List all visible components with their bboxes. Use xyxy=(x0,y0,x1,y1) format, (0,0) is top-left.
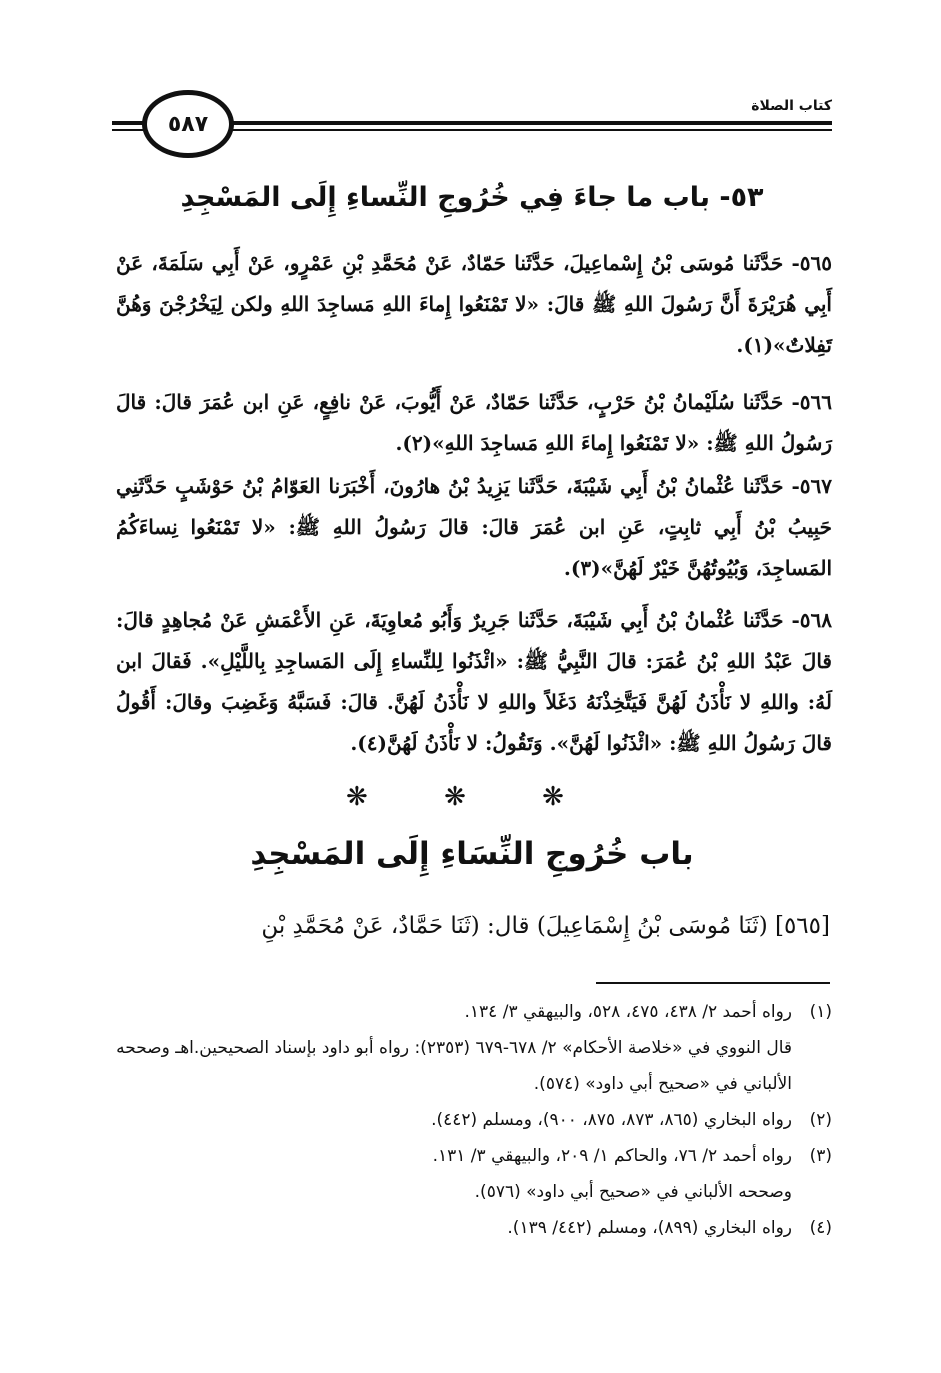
section-separator: ❋ ❋ ❋ xyxy=(346,782,598,812)
footnote-continuation: قال النووي في «خلاصة الأحكام» ٢/ ٦٧٨-٦٧٩ (٢٣٥٣): رواه أبو داود بإسناد الصحيحين.اهـ وصححه الألباني في «صحيح أبي داود» (٥٧٤). xyxy=(116,1038,792,1094)
footnotes xyxy=(112,994,832,1246)
hadith-568: ٥٦٨- حَدَّثَنا عُثْمانُ بْنُ أَبِي شَيْبَةَ، حَدَّثَنا جَرِيرٌ وَأَبُو مُعاوِيَةَ، عَنِ الأَعْمَشِ عَنْ مُجاهِدٍ قالَ: قالَ عَبْدُ اللهِ بْنُ عُمَرَ: قالَ النَّبِيُّ ﷺ: «ائْذَنُوا لِلنِّساءِ إِلَى المَساجِدِ بِاللَّيْلِ». فَقالَ ابن لَهُ: واللهِ لا نَأْذَنُ لَهُنَّ فَيَتَّخِذْنَهُ دَغَلاً واللهِ لا نَأْذَنُ لَهُنَّ. قالَ: فَسَبَّهُ وَغَضِبَ وقالَ: أَقُولُ قالَ رَسُولُ اللهِ ﷺ: «ائْذَنُوا لَهُنَّ». وَتَقُولُ: لا نَأْذَنُ لَهُنَّ(٤). xyxy=(116,608,832,755)
hadith-567: ٥٦٧- حَدَّثَنا عُثْمانُ بْنُ أَبِي شَيْبَةَ، حَدَّثَنا يَزِيدُ بْنُ هارُونَ، أَخْبَرَنا العَوّامُ بْنُ حَوْشَبٍ حَدَّثَنِي حَبِيبُ بْنُ أَبِي ثابِتٍ، عَنِ ابن عُمَرَ قالَ: قالَ رَسُولُ اللهِ ﷺ: «لا تَمْنَعُوا نِساءَكُمُ المَساجِدَ، وَبُيُوتُهُنَّ خَيْرٌ لَهُنَّ»(٣). xyxy=(116,474,832,580)
footnote-text: رواه البخاري (٨٦٥، ٨٧٣، ٨٧٥، ٩٠٠)، ومسلم (٤٤٢). xyxy=(431,1110,792,1130)
running-header xyxy=(112,88,832,158)
footnote-text: رواه أحمد ٢/ ٧٦، والحاكم ١/ ٢٠٩، والبيهقي ٣/ ١٣١. xyxy=(432,1146,792,1166)
footnote xyxy=(112,1210,832,1246)
hadith-566: ٥٦٦- حَدَّثَنا سُلَيْمانُ بْنُ حَرْبٍ، حَدَّثَنا حَمّادٌ، عَنْ أَيُّوبَ، عَنْ نافِعٍ، عَنِ ابن عُمَرَ قالَ: قالَ رَسُولُ اللهِ ﷺ: «لا تَمْنَعُوا إِماءَ اللهِ مَساجِدَ اللهِ»(٢). xyxy=(116,390,832,455)
header-rule xyxy=(112,121,144,125)
book-title: كتاب الصلاة xyxy=(741,98,832,114)
footnote xyxy=(112,1102,832,1138)
commentary-text: [٥٦٥] (ثَنَا مُوسَى بْنُ إِسْمَاعِيلَ) قال: (ثَنَا حَمَّادٌ، عَنْ مُحَمَّدِ بْنِ xyxy=(261,913,830,939)
page-number: ٥٨٧ xyxy=(142,90,234,158)
header-rule xyxy=(112,129,144,131)
footnote-continuation: وصححه الألباني في «صحيح أبي داود» (٥٧٦). xyxy=(474,1182,792,1202)
footnote-number: (١) xyxy=(809,1002,832,1022)
footnote-divider xyxy=(596,982,830,984)
footnote-text: رواه البخاري (٨٩٩)، ومسلم (٤٤٢/ ١٣٩). xyxy=(507,1218,792,1238)
footnote-number: (٣) xyxy=(809,1146,832,1166)
footnote-number: (٤) xyxy=(809,1218,832,1238)
header-rule xyxy=(200,121,832,125)
footnote xyxy=(112,994,832,1030)
footnote xyxy=(112,1138,832,1174)
chapter-title: ٥٣- باب ما جاءَ فِي خُرُوجِ النِّساءِ إِلَى المَسْجِدِ xyxy=(180,182,764,213)
commentary-title: باب خُرُوجِ النِّسَاءِ إِلَى المَسْجِدِ xyxy=(250,836,694,872)
hadith-565: ٥٦٥- حَدَّثَنا مُوسَى بْنُ إِسْماعِيلَ، حَدَّثَنا حَمّادٌ، عَنْ مُحَمَّدِ بْنِ عَمْرٍو، عَنْ أَبِي سَلَمَةَ، عَنْ أَبِي هُرَيْرَةَ أَنَّ رَسُولَ اللهِ ﷺ قالَ: «لا تَمْنَعُوا إِماءَ اللهِ مَساجِدَ اللهِ ولكن لِيَخْرُجْنَ وَهُنَّ تَفِلاتٌ»(١). xyxy=(116,251,832,357)
footnote-number: (٢) xyxy=(809,1110,832,1130)
header-rule xyxy=(200,129,832,131)
footnote-text: رواه أحمد ٢/ ٤٣٨، ٤٧٥، ٥٢٨، والبيهقي ٣/ ١٣٤. xyxy=(464,1002,792,1022)
